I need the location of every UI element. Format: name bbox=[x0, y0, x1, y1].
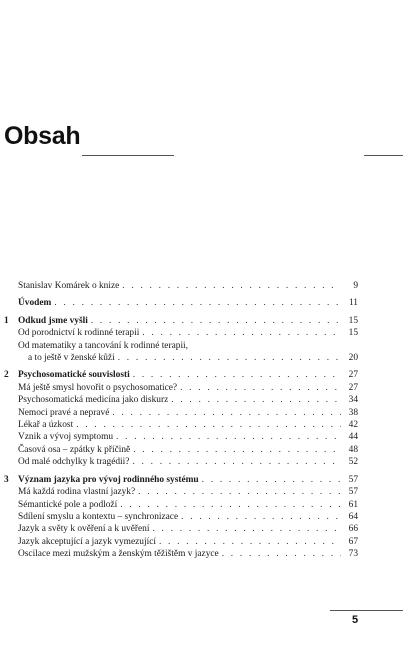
toc-chapter-number: 1 bbox=[4, 315, 9, 326]
toc-entry-title: Jazyk akceptující a jazyk vymezující bbox=[18, 536, 156, 547]
toc-page-number: 64 bbox=[348, 511, 358, 522]
page-number: 5 bbox=[352, 614, 359, 626]
toc-entry-title: Oscilace mezi mužským a ženským těžištěm v jazyce bbox=[18, 549, 219, 560]
toc-page-number: 57 bbox=[348, 474, 358, 485]
toc-leader-dots bbox=[180, 382, 341, 394]
toc-entry bbox=[4, 536, 358, 548]
toc-leader-dots bbox=[181, 511, 341, 523]
toc-leader-dots bbox=[120, 499, 341, 511]
toc-entry bbox=[4, 419, 358, 431]
toc-entry-title: Úvodem bbox=[18, 298, 52, 309]
toc-entry-title: Psychosomatická medicína jako diskurz bbox=[18, 395, 169, 406]
toc-entry-title: Sdílení smyslu a kontextu – synchronizace bbox=[18, 511, 179, 522]
toc-entry bbox=[4, 280, 358, 292]
toc-entry-title: Odkud jsme vyšli bbox=[18, 315, 88, 326]
toc-entry-title: Od porodnictví k rodinné terapii bbox=[18, 328, 140, 339]
toc-page-number: 38 bbox=[348, 407, 358, 418]
toc-entry-title: Lékař a úzkost bbox=[18, 420, 74, 431]
toc-entry bbox=[4, 511, 358, 523]
toc-leader-dots bbox=[118, 352, 341, 364]
toc-leader-dots bbox=[152, 523, 341, 535]
toc-leader-dots bbox=[138, 486, 341, 498]
toc-entry-title: Má ještě smysl hovořit o psychosomatice? bbox=[18, 382, 178, 393]
toc-leader-dots bbox=[142, 327, 341, 339]
toc-leader-dots bbox=[132, 456, 341, 468]
toc-entry bbox=[4, 407, 358, 419]
toc-chapter-number: 2 bbox=[4, 370, 9, 381]
toc-entry bbox=[4, 327, 358, 339]
toc-entry bbox=[4, 297, 358, 309]
toc-entry bbox=[4, 352, 358, 364]
toc-leader-dots bbox=[112, 407, 341, 419]
toc-entry bbox=[4, 431, 358, 443]
toc-page-number: 44 bbox=[348, 432, 358, 443]
toc-entry bbox=[4, 444, 358, 456]
toc-leader-dots bbox=[171, 394, 341, 406]
table-of-contents bbox=[4, 280, 358, 561]
toc-page-number: 27 bbox=[348, 370, 358, 381]
toc-leader-dots bbox=[222, 548, 341, 560]
toc-entry bbox=[4, 394, 358, 406]
toc-leader-dots bbox=[159, 536, 341, 548]
toc-entry bbox=[4, 340, 358, 352]
toc-leader-dots bbox=[91, 315, 341, 327]
toc-page-number: 52 bbox=[348, 457, 358, 468]
toc-entry-title: Vznik a vývoj symptomu bbox=[18, 432, 114, 443]
toc-page-number: 73 bbox=[348, 549, 358, 560]
toc-entry-title: Od malé odchylky k tragédii? bbox=[18, 457, 130, 468]
toc-page-number: 48 bbox=[348, 444, 358, 455]
toc-entry-title: Od matematiky a tancování k rodinné terapii, bbox=[18, 340, 188, 351]
toc-entry-title: Psychosomatické souvislosti bbox=[18, 370, 130, 381]
toc-page-number: 27 bbox=[348, 382, 358, 393]
toc-entry bbox=[4, 499, 358, 511]
toc-entry bbox=[4, 474, 358, 486]
toc-page-number: 15 bbox=[348, 315, 358, 326]
toc-page-number: 61 bbox=[348, 499, 358, 510]
toc-page-number: 34 bbox=[348, 395, 358, 406]
toc-page-number: 42 bbox=[348, 420, 358, 431]
title-rule-right bbox=[364, 155, 403, 156]
toc-page-number: 11 bbox=[348, 298, 358, 309]
toc-leader-dots bbox=[76, 419, 341, 431]
toc-leader-dots bbox=[54, 297, 341, 309]
toc-entry-title: Jazyk a světy k ověření a k uvěření bbox=[18, 524, 150, 535]
toc-entry bbox=[4, 369, 358, 381]
page-title: Obsah bbox=[4, 122, 81, 150]
toc-page-number: 20 bbox=[348, 353, 358, 364]
title-rule-middle bbox=[82, 155, 174, 156]
toc-entry bbox=[4, 315, 358, 327]
toc-leader-dots bbox=[202, 474, 341, 486]
toc-leader-dots bbox=[116, 431, 341, 443]
toc-entry bbox=[4, 456, 358, 468]
toc-entry-title: Má každá rodina vlastní jazyk? bbox=[18, 487, 136, 498]
toc-entry-title: a to ještě v ženské kůži bbox=[28, 353, 115, 364]
toc-chapter-number: 3 bbox=[4, 474, 9, 485]
toc-leader-dots bbox=[133, 369, 341, 381]
toc-entry bbox=[4, 548, 358, 560]
toc-entry-title: Časová osa – zpátky k příčině bbox=[18, 444, 131, 455]
toc-leader-dots bbox=[122, 280, 341, 292]
toc-page-number: 15 bbox=[348, 328, 358, 339]
toc-leader-dots bbox=[133, 444, 341, 456]
toc-entry-title: Význam jazyka pro vývoj rodinného systému bbox=[18, 474, 199, 485]
toc-entry bbox=[4, 382, 358, 394]
toc-entry-title: Nemoci pravé a nepravé bbox=[18, 407, 110, 418]
toc-page-number: 66 bbox=[348, 524, 358, 535]
toc-page-number: 67 bbox=[348, 536, 358, 547]
toc-entry-title: Stanislav Komárek o knize bbox=[18, 281, 120, 291]
toc-page-number: 9 bbox=[353, 281, 358, 291]
toc-entry-title: Sémantické pole a podloží bbox=[18, 499, 118, 510]
footer-rule bbox=[330, 610, 403, 611]
toc-entry bbox=[4, 486, 358, 498]
toc-page-number: 57 bbox=[348, 487, 358, 498]
toc-entry bbox=[4, 523, 358, 535]
